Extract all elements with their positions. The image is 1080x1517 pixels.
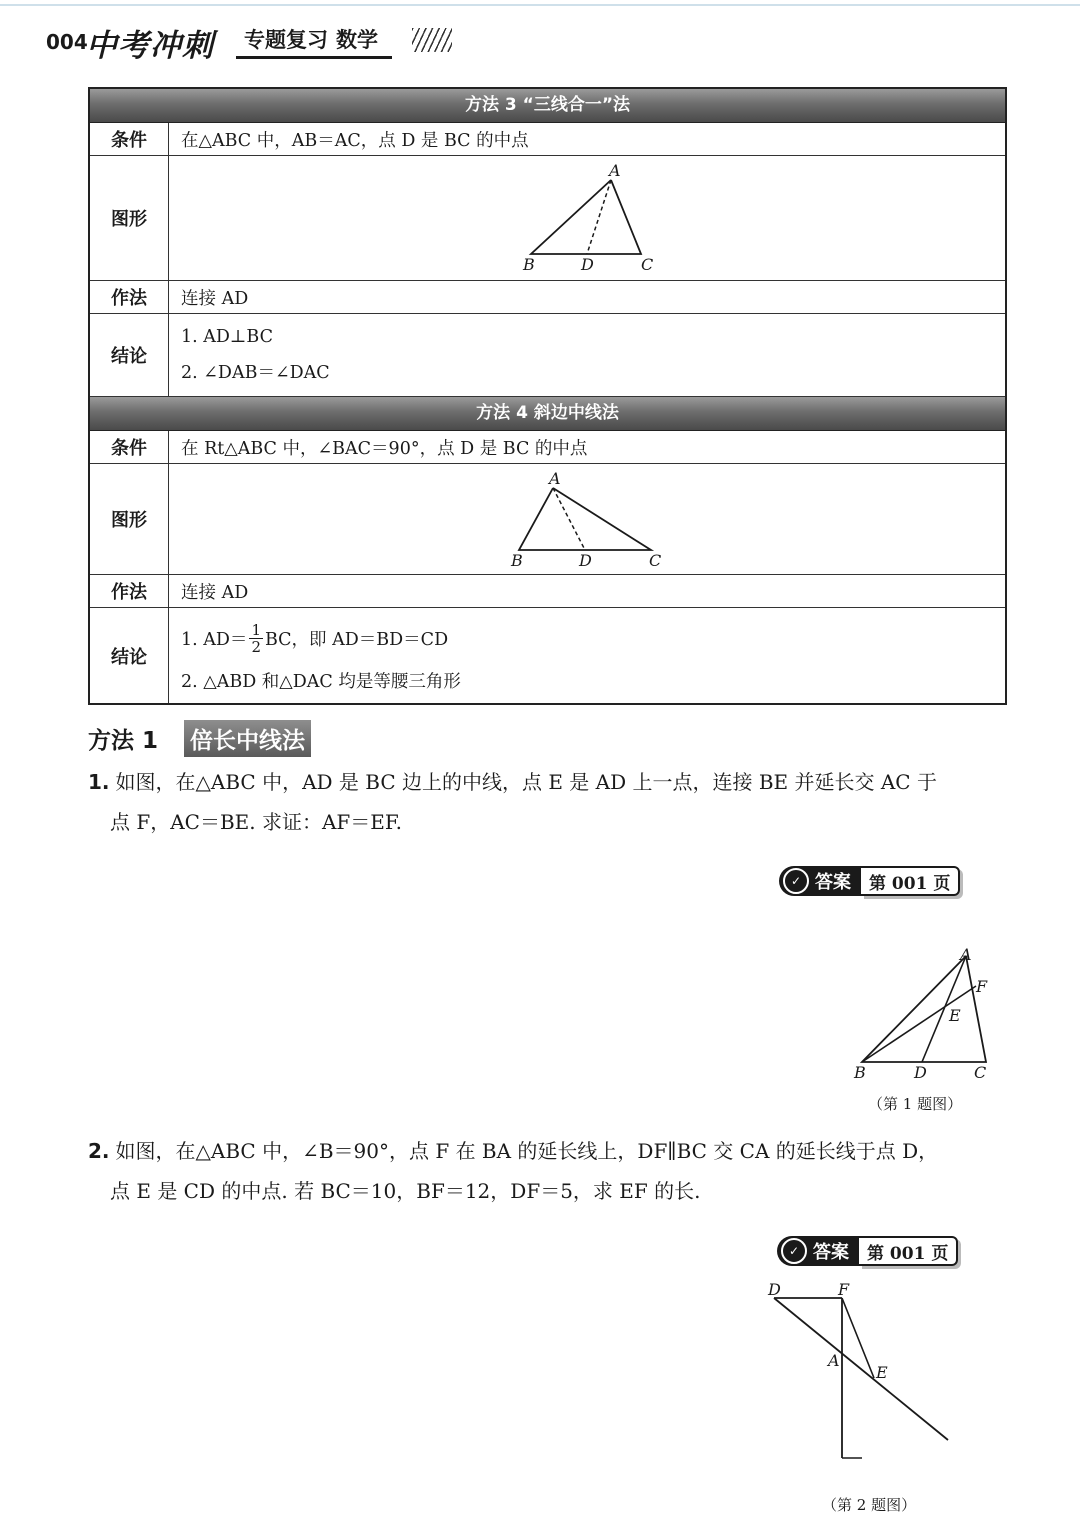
answer-label: 答案 (813, 1242, 849, 1263)
subtitle-subject: 数学 (336, 28, 378, 52)
method4-fraction (249, 622, 263, 655)
fraction-denominator: 2 (251, 638, 261, 656)
clipboard-check-icon: ✓ (783, 868, 809, 894)
method4-triangle (519, 488, 651, 550)
p2-point-d: D (768, 1280, 781, 1299)
p2-point-e: E (876, 1363, 888, 1382)
method4-conclusion-label: 结论 (90, 608, 169, 703)
problem-1-number: 1. (88, 770, 110, 794)
method3-figure-label: 图形 (90, 156, 169, 280)
method4-point-b: B (511, 551, 523, 570)
answer-label-pill (779, 866, 861, 896)
page-top-rule (0, 4, 1080, 6)
problem-1-text-line1: 如图，在△ABC 中，AD 是 BC 边上的中线，点 E 是 AD 上一点，连接 BE 并延长交 AC 于 (115, 770, 937, 794)
method4-condition-label: 条件 (90, 431, 169, 463)
book-subtitle (236, 24, 392, 59)
problem-1 (88, 762, 1013, 842)
book-brand: 中考冲刺 (86, 28, 214, 64)
method3-conclusion-label: 结论 (90, 314, 169, 396)
method4-construction-label: 作法 (90, 575, 169, 607)
p1-point-d: D (914, 1063, 927, 1082)
problem-2 (88, 1131, 1013, 1211)
problem-1-line1 (88, 762, 1013, 802)
p1-triangle-abc (862, 956, 986, 1062)
method4-construction-text: 连接 AD (181, 582, 249, 603)
method3-condition-row (90, 123, 1005, 156)
method3-point-c: C (641, 255, 654, 272)
method4-conclusion-row (90, 608, 1005, 703)
method3-conclusion-2: 2. ∠DAB＝∠DAC (181, 363, 330, 383)
p2-point-f: F (838, 1280, 850, 1299)
method3-construction-text: 连接 AD (181, 288, 249, 309)
method4-point-a: A (549, 470, 561, 488)
method4-right-triangle-figure (505, 470, 685, 574)
problem-1-answer-badge[interactable] (779, 865, 965, 897)
subtitle-topic: 专题复习 (244, 28, 328, 52)
method3-title: 方法 3 “三线合一”法 (90, 89, 1005, 123)
p1-point-b: B (854, 1063, 866, 1082)
method3-figure-cell (169, 156, 1005, 280)
methods-table (88, 87, 1007, 705)
p1-point-e: E (949, 1006, 961, 1025)
answer-page-ref: 第 001 页 (861, 866, 960, 896)
method3-condition-text: 在△ABC 中，AB＝AC，点 D 是 BC 的中点 (181, 130, 529, 151)
method4-point-d: D (579, 551, 592, 570)
method3-conclusion-cell (169, 314, 1005, 396)
p2-segment-dc (774, 1298, 948, 1440)
section-label: 方法 1 (88, 727, 159, 754)
method4-condition-text: 在 Rt△ABC 中，∠BAC＝90°，点 D 是 BC 的中点 (181, 438, 588, 459)
problem-2-text-line2: 点 E 是 CD 的中点. 若 BC＝10，BF＝12，DF＝5，求 EF 的长. (110, 1179, 701, 1203)
method4-title: 方法 4 斜边中线法 (90, 397, 1005, 431)
problem-2-number: 2. (88, 1139, 110, 1163)
p1-point-f: F (976, 977, 988, 996)
problem-2-answer-badge[interactable] (777, 1235, 963, 1267)
method3-point-b: B (523, 255, 535, 272)
method3-conclusion-1: 1. AD⊥BC (181, 327, 273, 347)
page-header (40, 18, 460, 64)
method4-conclusion-2: 2. △ABD 和△DAC 均是等腰三角形 (181, 671, 461, 692)
method4-figure-cell (169, 464, 1005, 574)
header-hatch-decoration (412, 28, 452, 52)
answer-label-pill (777, 1236, 859, 1266)
problem-1-figure-caption: （第 1 题图） (868, 1095, 963, 1113)
answer-label: 答案 (815, 872, 851, 893)
fraction-numerator: 1 (251, 621, 261, 639)
method3-conclusion-row (90, 314, 1005, 397)
method4-construction-row (90, 575, 1005, 608)
section-heading (88, 720, 311, 756)
problem-2-figure (760, 1278, 960, 1478)
method4-figure-row (90, 464, 1005, 575)
problem-1-text-line2: 点 F，AC＝BE. 求证：AF＝EF. (110, 810, 403, 834)
method3-point-a: A (609, 162, 621, 180)
method4-condition-row (90, 431, 1005, 464)
problem-1-figure (848, 944, 1008, 1084)
method4-figure-label: 图形 (90, 464, 169, 574)
p2-point-a: A (828, 1351, 840, 1370)
section-tag: 倍长中线法 (184, 720, 311, 757)
p1-point-c: C (974, 1063, 987, 1082)
method4-conclusion-1-suffix: BC，即 AD＝BD＝CD (264, 630, 449, 650)
p1-point-a: A (960, 945, 972, 964)
problem-2-figure-caption: （第 2 题图） (822, 1496, 917, 1514)
method3-triangle (531, 180, 641, 254)
method4-conclusion-1 (181, 613, 448, 665)
method3-isosceles-figure (517, 162, 697, 272)
problem-2-line1 (88, 1131, 1013, 1171)
method4-conclusion-1-prefix: 1. AD＝ (181, 630, 248, 650)
method3-construction-label: 作法 (90, 281, 169, 313)
method4-point-c: C (649, 551, 662, 570)
method3-condition-label: 条件 (90, 123, 169, 155)
method3-figure-row (90, 156, 1005, 281)
problem-2-text-line1: 如图，在△ABC 中，∠B＝90°，点 F 在 BA 的延长线上，DF∥BC 交 CA 的延长线于点 D， (115, 1139, 939, 1163)
answer-page-ref: 第 001 页 (859, 1236, 958, 1266)
method3-point-d: D (581, 255, 594, 272)
clipboard-check-icon: ✓ (781, 1238, 807, 1264)
method4-conclusion-cell (169, 608, 1005, 703)
method3-construction-row (90, 281, 1005, 314)
page-number: 004 (46, 30, 88, 54)
